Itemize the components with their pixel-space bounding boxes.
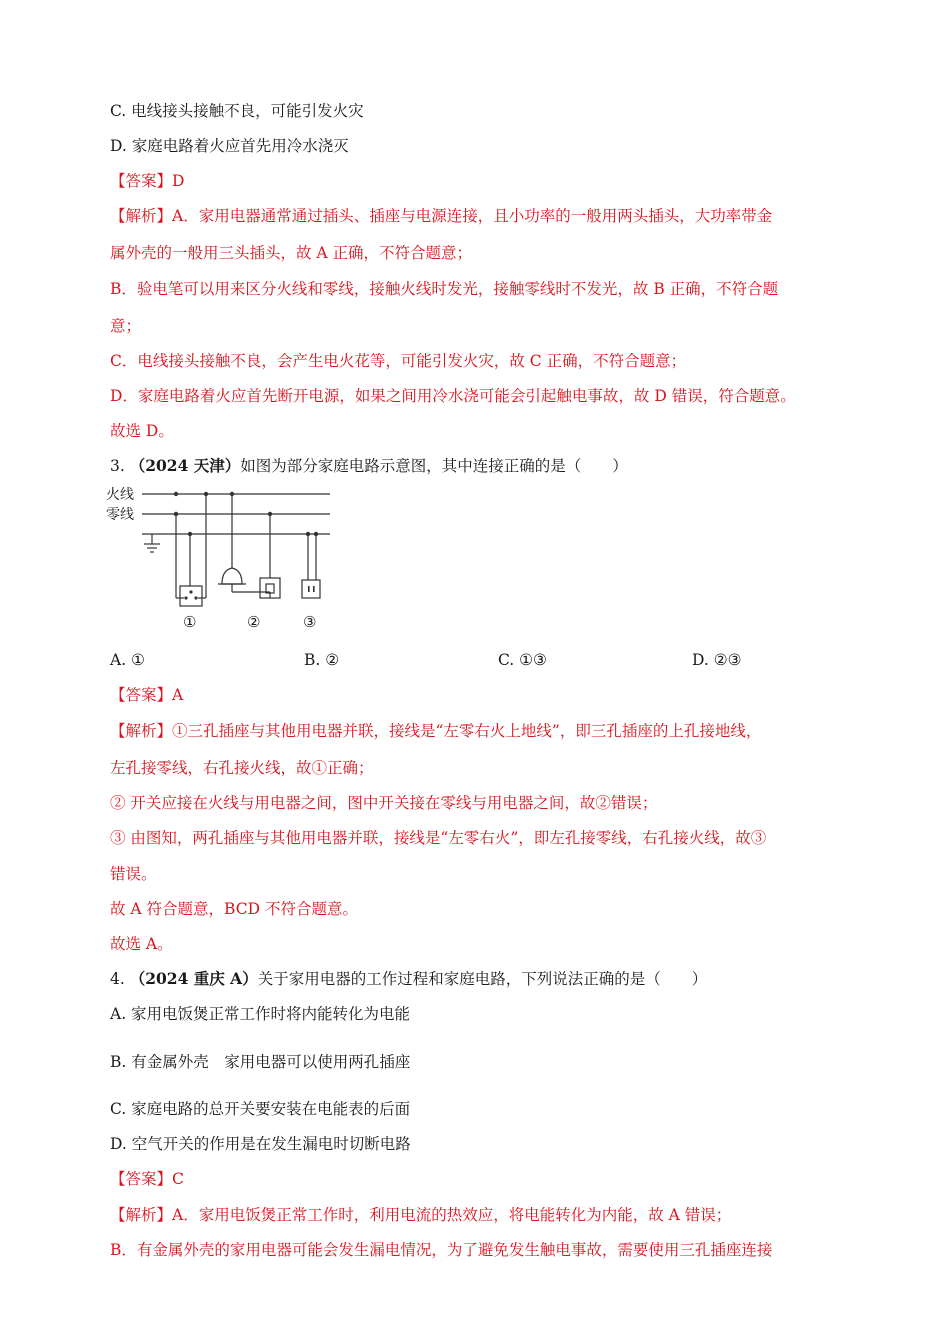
q3-stem-text: 如图为部分家庭电路示意图，其中连接正确的是（ ） bbox=[240, 457, 628, 475]
q2-explanation-line: B．验电笔可以用来区分火线和零线，接触火线时发光，接触零线时不发光，故 B 正确，不符合题 bbox=[110, 280, 779, 298]
q2-explanation-line: 故选 D。 bbox=[110, 422, 174, 440]
live-wire-label: 火线 bbox=[106, 487, 134, 503]
q4-number: 4. bbox=[110, 970, 125, 988]
q2-explanation-line: C．电线接头接触不良，会产生电火花等，可能引发火灾，故 C 正确，不符合题意； bbox=[110, 352, 687, 370]
q4-stem-text: 关于家用电器的工作过程和家庭电路，下列说法正确的是（ ） bbox=[257, 970, 708, 988]
q2-option-c: C. 电线接头接触不良，可能引发火灾 bbox=[110, 102, 364, 120]
q4-option-a: A. 家用电饭煲正常工作时将内能转化为电能 bbox=[110, 1005, 411, 1023]
circuit-label-3: ③ bbox=[303, 613, 317, 631]
q3-answer: 【答案】A bbox=[110, 686, 184, 704]
q3-explanation-line: 【解析】①三孔插座与其他用电器并联，接线是“左零右火上地线”，即三孔插座的上孔接地线， bbox=[110, 722, 762, 740]
q4-option-c: C. 家庭电路的总开关要安装在电能表的后面 bbox=[110, 1100, 411, 1118]
q3-option-b: B. ② bbox=[304, 651, 340, 669]
q3-option-c: C. ①③ bbox=[498, 651, 547, 669]
q4-option-d: D. 空气开关的作用是在发生漏电时切断电路 bbox=[110, 1135, 411, 1153]
q3-explanation-line: 故选 A。 bbox=[110, 935, 173, 953]
q4-stem bbox=[110, 968, 707, 990]
household-circuit-diagram bbox=[106, 480, 336, 640]
q2-explanation-line: 属外壳的一般用三头插头，故 A 正确，不符合题意； bbox=[110, 244, 473, 262]
q3-explanation-line: 错误。 bbox=[110, 865, 157, 883]
q2-option-d: D. 家庭电路着火应首先用冷水浇灭 bbox=[110, 137, 349, 155]
q3-option-d: D. ②③ bbox=[692, 651, 742, 669]
circuit-label-2: ② bbox=[247, 613, 261, 631]
q2-explanation-line: 意； bbox=[110, 317, 142, 335]
q3-explanation-line: 左孔接零线，右孔接火线，故①正确； bbox=[110, 759, 374, 777]
q3-explanation-line: ③ 由图知，两孔插座与其他用电器并联，接线是“左零右火”，即左孔接零线，右孔接火线，故③ bbox=[110, 829, 767, 847]
q4-explanation-line: 【解析】A．家用电饭煲正常工作时，利用电流的热效应，将电能转化为内能，故 A 错误； bbox=[110, 1206, 732, 1224]
q3-explanation-line: 故 A 符合题意，BCD 不符合题意。 bbox=[110, 900, 358, 918]
circuit-label-1: ① bbox=[183, 613, 197, 631]
q3-number: 3. bbox=[110, 457, 125, 475]
neutral-wire-label: 零线 bbox=[106, 507, 134, 523]
q2-explanation-line: D．家庭电路着火应首先断开电源，如果之间用冷水浇可能会引起触电事故，故 D 错误，符合题意。 bbox=[110, 387, 796, 405]
q3-source: （2024 天津） bbox=[129, 456, 241, 475]
q4-explanation-line: B．有金属外壳的家用电器可能会发生漏电情况，为了避免发生触电事故，需要使用三孔插座连接 bbox=[110, 1241, 773, 1259]
q4-source: （2024 重庆 A） bbox=[129, 969, 258, 988]
q2-explanation-line: 【解析】A．家用电器通常通过插头、插座与电源连接，且小功率的一般用两头插头，大功率带金 bbox=[110, 207, 773, 225]
q3-stem bbox=[110, 455, 628, 477]
q3-option-a: A. ① bbox=[110, 651, 145, 669]
q4-answer: 【答案】C bbox=[110, 1170, 184, 1188]
q3-explanation-line: ② 开关应接在火线与用电器之间，图中开关接在零线与用电器之间，故②错误； bbox=[110, 794, 658, 812]
q2-answer: 【答案】D bbox=[110, 172, 185, 190]
q4-option-b: B. 有金属外壳 家用电器可以使用两孔插座 bbox=[110, 1053, 411, 1071]
